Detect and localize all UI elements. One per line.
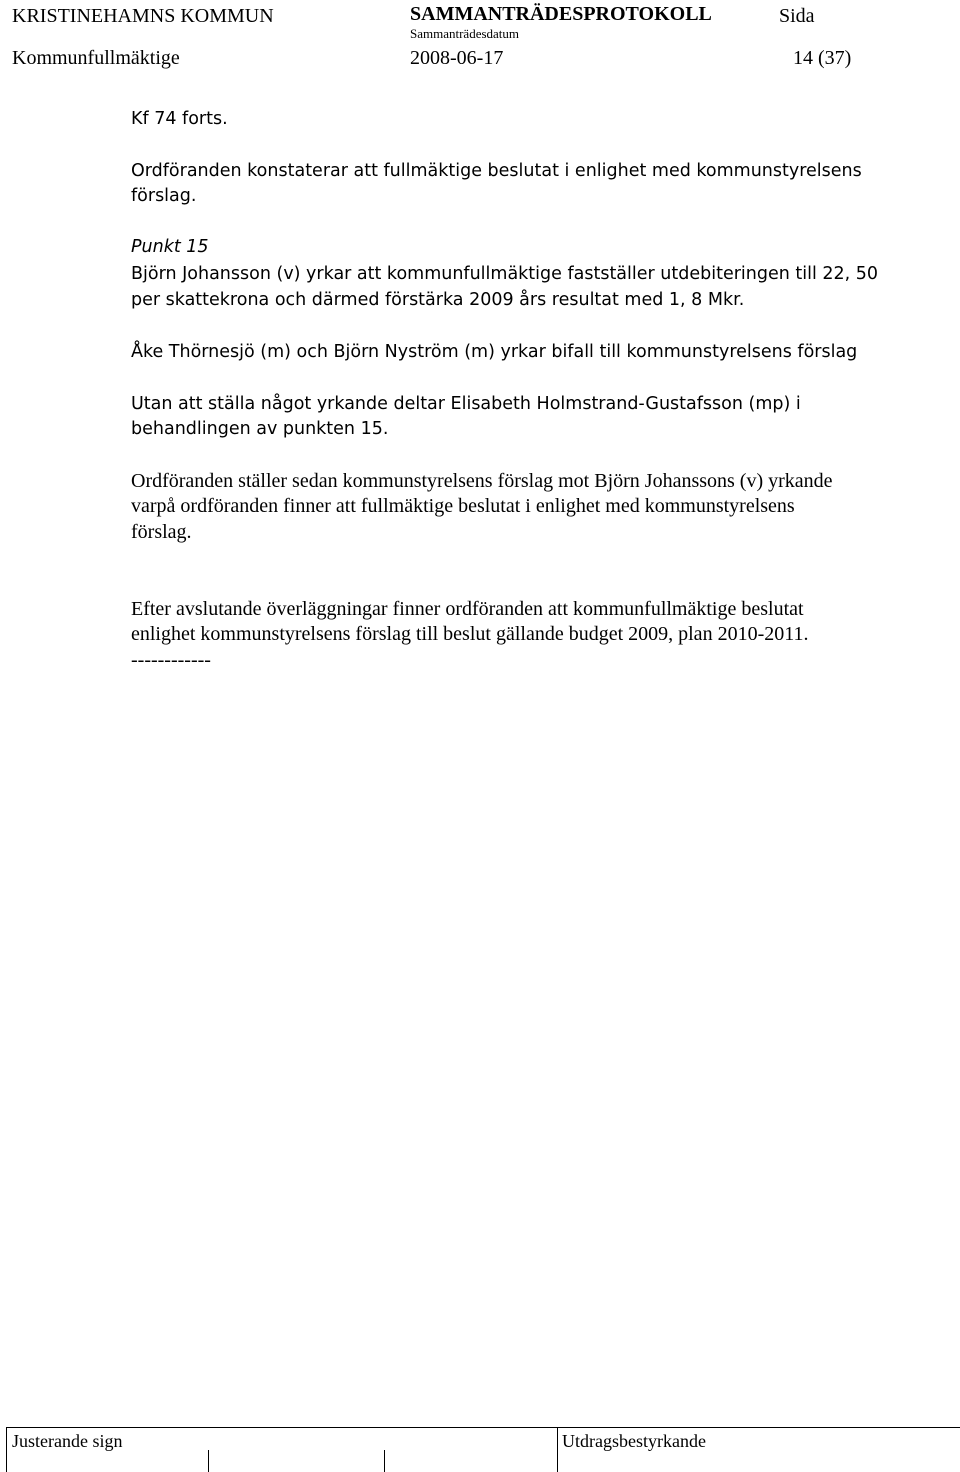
paragraph-1-line-2: förslag. — [131, 186, 197, 206]
paragraph-3-line-1: Åke Thörnesjö (m) och Björn Nyström (m) yrkar bifall till kommunstyrelsens förslag — [131, 342, 858, 362]
footer-divider — [557, 1427, 558, 1472]
paragraph-4-line-2: behandlingen av punkten 15. — [131, 419, 389, 439]
meeting-date: 2008-06-17 — [410, 47, 504, 69]
paragraph-2-line-2: per skattekrona och därmed förstärka 2009 års resultat med 1, 8 Mkr. — [131, 290, 745, 310]
paragraph-6-line-1: Efter avslutande överläggningar finner ordföranden att kommunfullmäktige beslutat — [131, 598, 804, 620]
paragraph-1-line-1: Ordföranden konstaterar att fullmäktige beslutat i enlighet med kommunstyrelsens — [131, 161, 862, 181]
paragraph-5-line-1: Ordföranden ställer sedan kommunstyrelsens förslag mot Björn Johanssons (v) yrkande — [131, 470, 833, 492]
document-title: SAMMANTRÄDESPROTOKOLL — [410, 3, 712, 25]
justerande-sign-label: Justerande sign — [12, 1431, 123, 1451]
meeting-body: Kommunfullmäktige — [12, 47, 180, 69]
paragraph-6-line-2: enlighet kommunstyrelsens förslag till beslut gällande budget 2009, plan 2010-2011. — [131, 623, 809, 645]
utdragsbestyrkande-label: Utdragsbestyrkande — [562, 1431, 706, 1451]
section-reference: Kf 74 forts. — [131, 109, 228, 129]
page-label: Sida — [779, 5, 815, 27]
footer-top-rule — [6, 1427, 960, 1428]
page-number: 14 (37) — [793, 47, 852, 69]
org-name: KRISTINEHAMNS KOMMUN — [12, 5, 274, 27]
paragraph-5-line-3: förslag. — [131, 521, 192, 543]
paragraph-5-line-2: varpå ordföranden finner att fullmäktige beslutat i enlighet med kommunstyrelsens — [131, 495, 795, 517]
date-label: Sammanträdesdatum — [410, 26, 520, 41]
sign-box-divider-2 — [384, 1450, 385, 1472]
punkt-heading: Punkt 15 — [131, 237, 209, 257]
separator-dashes: ------------ — [131, 649, 211, 671]
paragraph-2-line-1: Björn Johansson (v) yrkar att kommunfullmäktige fastställer utdebiteringen till 22, 50 — [131, 264, 879, 284]
footer-left-border — [6, 1427, 7, 1472]
paragraph-4-line-1: Utan att ställa något yrkande deltar Elisabeth Holmstrand-Gustafsson (mp) i — [131, 394, 801, 414]
sign-box-divider-1 — [208, 1450, 209, 1472]
